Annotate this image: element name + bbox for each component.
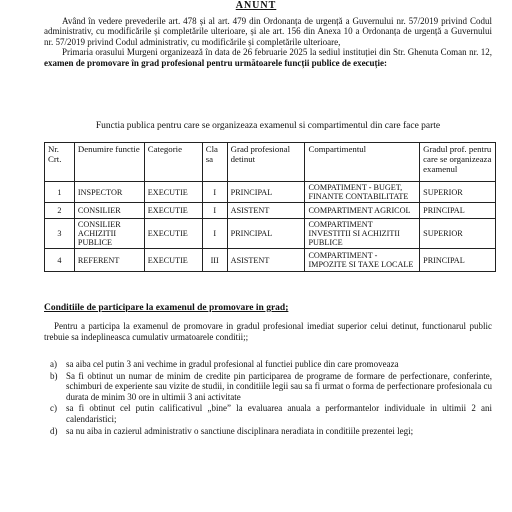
cell-functie: CONSILIER: [74, 203, 144, 219]
cell-categorie: EXECUTIE: [144, 219, 202, 249]
list-item-label: a): [50, 359, 57, 369]
cell-compartiment: COMPATIMENT - BUGET, FINANTE CONTABILITATE: [305, 182, 420, 203]
cell-clasa: I: [202, 203, 227, 219]
header-grad-examen: Gradul prof. pentru care se organizeaza examenul: [420, 143, 496, 182]
cell-functie: INSPECTOR: [74, 182, 144, 203]
list-item-text: sa aiba cel putin 3 ani vechime in gradul profesional al functiei publice din care promoveaza: [66, 359, 399, 369]
cell-compartiment: COMPARTIMENT AGRICOL: [305, 203, 420, 219]
cell-grad-detinut: PRINCIPAL: [227, 219, 305, 249]
header-clasa: Cla sa: [202, 143, 227, 182]
cell-clasa: III: [202, 249, 227, 272]
cell-functie: CONSILIER ACHIZITII PUBLICE: [74, 219, 144, 249]
cell-functie: REFERENT: [74, 249, 144, 272]
cell-nr: 2: [45, 203, 75, 219]
conditions-intro-text: Pentru a participa la examenul de promovare in gradul profesional imediat superior celui detinut, functionarul public trebuie sa indeplineasca cumulativ urmatoarele conditii;;: [44, 321, 492, 342]
list-item-text: Sa fi obtinut un numar de minim de credite pin participarea de programe de formare de perfectionare, conferinte, schimburi de experiente sau vizite de studii, in conditiile legii sau sa fi urmat o forma de perfectionare profesionala cu durata de minim 30 ore in ultimii 3 ani activitate: [66, 370, 492, 402]
cell-nr: 1: [45, 182, 75, 203]
intro-paragraph: [44, 16, 492, 68]
cell-categorie: EXECUTIE: [144, 203, 202, 219]
list-item: [44, 371, 492, 403]
cell-nr: 3: [45, 219, 75, 249]
cell-clasa: I: [202, 182, 227, 203]
list-item-label: c): [50, 403, 57, 414]
table-subtitle: Functia publica pentru care se organizeaza examenul si compartimentul din care face parte: [95, 121, 441, 131]
cell-categorie: EXECUTIE: [144, 182, 202, 203]
intro-organizer: Primaria orasului Murgeni organizează în data de 26 februarie 2025 la sediul instituției din Str. Ghenuta Coman nr. 12,: [62, 47, 492, 58]
list-item-text: sa nu aiba in cazierul administrativ o sanctiune disciplinara neradiata in conditiile prezentei legi;: [66, 425, 414, 436]
cell-compartiment: COMPARTIMENT - IMPOZITE SI TAXE LOCALE: [305, 249, 420, 272]
table-row: [45, 182, 496, 203]
intro-legal-basis: Având în vedere prevederile art. 478 și al art. 479 din Ordonanța de urgență a Guvernului nr. 57/2019 privind Codul administrativ, cu modificările și completările ulterioare, și ale art. 156 din Anexa 10 a Ordonanța de urgență a Guvernului nr. 57/2019 privind Codul administrativ, cu modificările și completările ulterioare,: [44, 16, 492, 47]
cell-clasa: I: [202, 219, 227, 249]
cell-grad-detinut: PRINCIPAL: [227, 182, 305, 203]
conditions-heading: Conditiile de participare la examenul de promovare in grad;: [44, 303, 289, 313]
list-item-label: b): [50, 370, 58, 381]
cell-grad-detinut: ASISTENT: [227, 203, 305, 219]
cell-compartiment: COMPARTIMENT INVESTITII SI ACHIZITII PUBLICE: [305, 219, 420, 249]
positions-table: [44, 142, 496, 272]
cell-grad-examen: SUPERIOR: [420, 219, 496, 249]
cell-grad-examen: SUPERIOR: [420, 182, 496, 203]
cell-grad-examen: PRINCIPAL: [420, 203, 496, 219]
list-item: [44, 403, 492, 424]
cell-grad-examen: PRINCIPAL: [420, 249, 496, 272]
conditions-intro: [44, 321, 492, 342]
cell-categorie: EXECUTIE: [144, 249, 202, 272]
header-grad-detinut: Grad profesional detinut: [227, 143, 305, 182]
header-nr-crt: Nr. Crt.: [45, 143, 75, 182]
list-item: [44, 359, 492, 370]
table-row: [45, 219, 496, 249]
list-item-text: sa fi obtinut cel putin calificativul „bine” la evaluarea anuala a performantelor individuale in ultimii 2 ani calendaristici;: [66, 403, 492, 424]
conditions-list: [44, 359, 492, 437]
document-title: ANUNT: [235, 0, 277, 11]
header-categorie: Categorie: [144, 143, 202, 182]
table-row: [45, 249, 496, 272]
cell-grad-detinut: ASISTENT: [227, 249, 305, 272]
intro-exam-statement: examen de promovare în grad profesional pentru următoarele funcții publice de execuție:: [44, 57, 388, 68]
table-header-row: [45, 143, 496, 182]
header-denumire: Denumire functie: [74, 143, 144, 182]
header-compartiment: Compartimentul: [305, 143, 420, 182]
cell-nr: 4: [45, 249, 75, 272]
list-item: [44, 426, 492, 437]
list-item-label: d): [50, 425, 58, 436]
table-row: [45, 203, 496, 219]
